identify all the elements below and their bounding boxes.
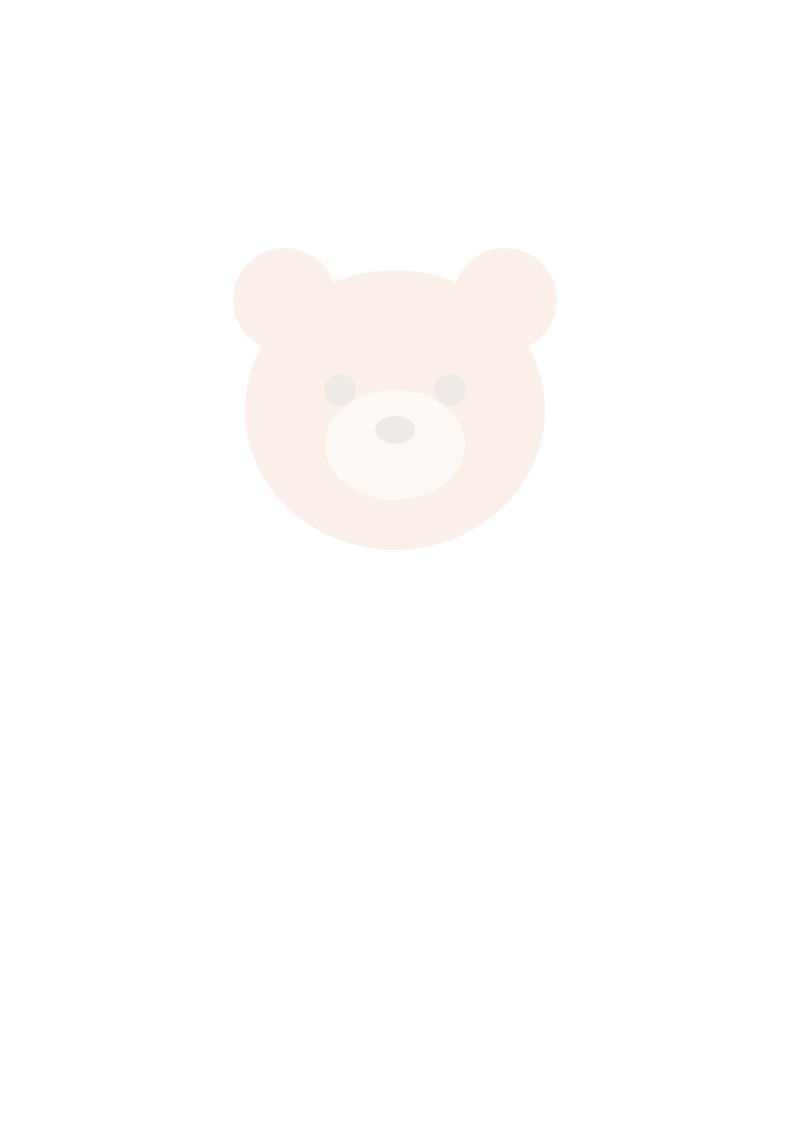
document-body — [60, 78, 748, 84]
bear-logo-watermark — [215, 230, 575, 560]
